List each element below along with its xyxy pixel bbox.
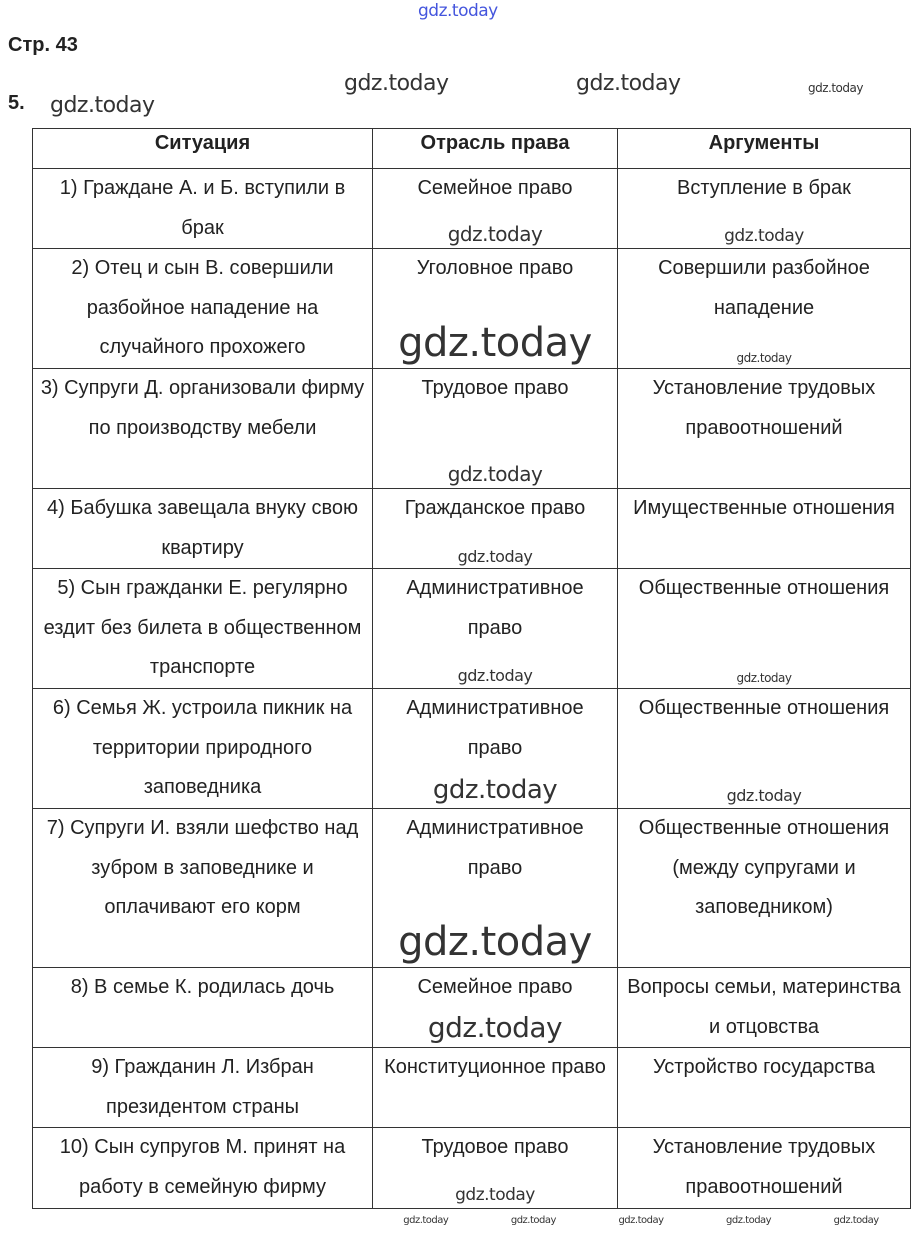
watermark: gdz.today	[833, 1214, 879, 1226]
cell-arguments	[618, 1128, 911, 1208]
watermark: gdz.today	[403, 1214, 449, 1226]
watermark: gdz.today	[447, 222, 543, 247]
cell-situation	[33, 1048, 373, 1128]
cell-situation	[33, 368, 373, 488]
table-row	[33, 1048, 911, 1128]
watermark: gdz.today	[457, 546, 533, 566]
cell-text: 5) Сын гражданки Е. регулярно ездит без билета в общественном транспорте	[43, 577, 362, 679]
watermark: gdz.today	[418, 1, 498, 21]
cell-text: Административное право	[406, 696, 584, 759]
cell-text: 2) Отец и сын В. совершили разбойное нападение на случайного прохожего	[71, 257, 334, 359]
cell-law-branch	[373, 1048, 618, 1128]
cell-text: Имущественные отношения	[633, 496, 895, 519]
watermark: gdz.today	[618, 1214, 664, 1226]
cell-law-branch	[373, 688, 618, 808]
cell-text: 7) Супруги И. взяли шефство над зубром в заповеднике и оплачивают его корм	[46, 816, 359, 919]
watermark: gdz.today	[427, 1011, 563, 1045]
cell-situation	[33, 569, 373, 689]
cell-law-branch	[373, 967, 618, 1047]
table-row	[33, 368, 911, 488]
cell-situation	[33, 169, 373, 249]
cell-arguments	[618, 169, 911, 249]
page-label: Стр. 43	[8, 34, 78, 56]
cell-arguments	[618, 688, 911, 808]
cell-text: Общественные отношения	[638, 577, 890, 600]
watermark: gdz.today	[808, 81, 863, 95]
cell-text: Вступление в брак	[677, 177, 851, 199]
cell-text: Вопросы семьи, материнства и отцовства	[627, 975, 901, 1038]
cell-law-branch	[373, 368, 618, 488]
cell-arguments	[618, 488, 911, 568]
watermark: gdz.today	[344, 71, 449, 96]
watermark: gdz.today	[576, 71, 681, 96]
table-row	[33, 967, 911, 1047]
watermark: gdz.today	[457, 666, 533, 686]
cell-text: 3) Супруги Д. организовали фирму по производству мебели	[40, 376, 365, 439]
cell-arguments	[618, 249, 911, 369]
cell-situation	[33, 249, 373, 369]
cell-arguments	[618, 808, 911, 967]
bottom-watermarks	[32, 1209, 910, 1226]
cell-text: Семейное право	[417, 975, 573, 998]
cell-text: Установление трудовых правоотношений	[652, 1136, 876, 1198]
cell-situation	[33, 1128, 373, 1208]
watermark: gdz.today	[726, 786, 802, 806]
cell-text: Установление трудовых правоотношений	[652, 376, 876, 439]
header-law-branch: Отрасль права	[373, 129, 618, 169]
cell-law-branch	[373, 488, 618, 568]
cell-text: 9) Гражданин Л. Избран президентом страны	[91, 1056, 314, 1118]
watermark: gdz.today	[50, 93, 155, 118]
cell-arguments	[618, 569, 911, 689]
cell-arguments	[618, 967, 911, 1047]
cell-text: Общественные отношения (между супругами и заповедником)	[638, 816, 890, 919]
watermark: gdz.today	[455, 1184, 535, 1205]
cell-text: 4) Бабушка завещала внуку свою квартиру	[47, 496, 358, 559]
watermark: gdz.today	[724, 225, 804, 246]
table-wrapper	[32, 128, 910, 1226]
watermark: gdz.today	[736, 670, 792, 685]
watermark: gdz.today	[447, 461, 543, 486]
cell-text: 1) Граждане А. и Б. вступили в брак	[59, 177, 346, 239]
cell-situation	[33, 688, 373, 808]
header-situation: Ситуация	[33, 129, 373, 169]
cell-situation	[33, 488, 373, 568]
watermark: gdz.today	[736, 350, 792, 365]
table-header-row	[33, 129, 911, 169]
cell-text: Уголовное право	[416, 257, 574, 280]
watermark: gdz.today	[726, 1214, 772, 1226]
cell-text: Административное право	[406, 816, 584, 879]
cell-text: Трудовое право	[421, 1136, 569, 1159]
table-row	[33, 688, 911, 808]
cell-law-branch	[373, 249, 618, 369]
cell-text: 8) В семье К. родилась дочь	[70, 975, 335, 998]
cell-law-branch	[373, 808, 618, 967]
cell-text: 6) Семья Ж. устроила пикник на территории природного заповедника	[52, 696, 353, 799]
table-row	[33, 488, 911, 568]
cell-situation	[33, 808, 373, 967]
cell-text: Трудовое право	[421, 376, 569, 399]
cell-text: Семейное право	[417, 177, 573, 199]
watermark: gdz.today	[398, 918, 592, 965]
cell-text: Конституционное право	[384, 1056, 606, 1079]
watermark: gdz.today	[510, 1214, 556, 1226]
cell-arguments	[618, 368, 911, 488]
table-row	[33, 249, 911, 369]
cell-law-branch	[373, 169, 618, 249]
watermark: gdz.today	[398, 319, 592, 366]
watermark: gdz.today	[432, 775, 558, 806]
cell-text: Устройство государства	[652, 1056, 876, 1079]
cell-text: 10) Сын супругов М. принят на работу в семейную фирму	[59, 1136, 346, 1198]
cell-text: Гражданское право	[404, 496, 586, 519]
table-row	[33, 569, 911, 689]
cell-text: Совершили разбойное нападение	[658, 257, 870, 319]
header-arguments: Аргументы	[618, 129, 911, 169]
cell-law-branch	[373, 569, 618, 689]
table-row	[33, 808, 911, 967]
task-number: 5.	[8, 92, 25, 114]
cell-text: Административное право	[406, 577, 584, 639]
table-row	[33, 1128, 911, 1208]
law-branches-table	[32, 128, 911, 1209]
cell-law-branch	[373, 1128, 618, 1208]
cell-text: Общественные отношения	[638, 696, 890, 719]
table-row	[33, 169, 911, 249]
cell-arguments	[618, 1048, 911, 1128]
cell-situation	[33, 967, 373, 1047]
